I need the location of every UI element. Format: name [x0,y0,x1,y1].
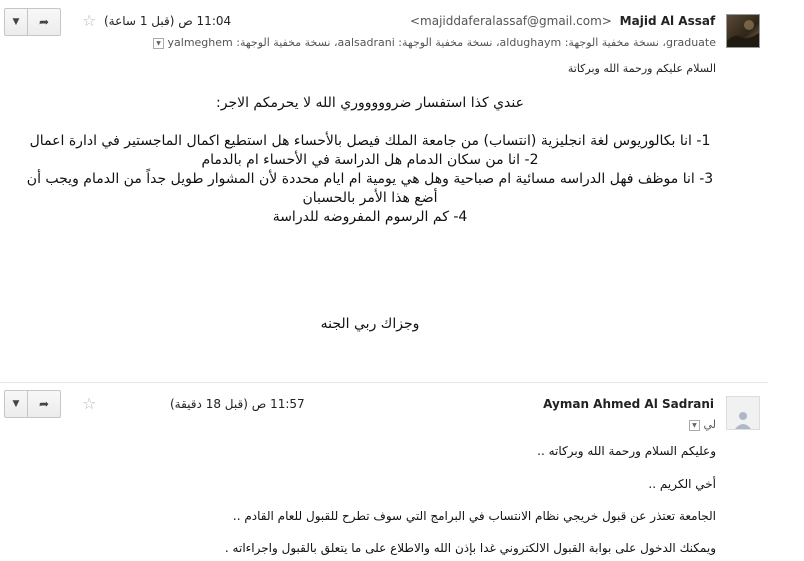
sender-email: <majiddaferalassaf@gmail.com> [410,14,612,28]
body-line: أضع هذا الأمر بالحسبان [302,190,438,206]
message1-body [20,94,720,227]
message2-relative-time: ص (قبل 18 دقيقة) [170,397,267,411]
recipients-text: graduate، نسخة مخفية الوجهة: aldughaym، نسخة مخفية الوجهة: aalsadrani، نسخة مخفية الوجهة: yalmeghem [167,36,716,49]
reply-line: الجامعة تعتذر عن قبول خريجي نظام الانتساب في البرامج التي سوف تطرح للقبول للعام القادم .. [232,509,716,523]
message-divider [0,382,768,383]
recipients-dropdown-icon[interactable]: ▼ [689,420,700,431]
message1-closing: وجزاك ربي الجنه [320,316,420,332]
star-icon[interactable]: ☆ [82,11,97,30]
message1-time [104,14,231,28]
message1-sender[interactable] [410,14,715,28]
sender-avatar [726,14,760,48]
more-options-dropdown-icon[interactable]: ▼ [5,9,28,35]
reply-line: وعليكم السلام ورحمة الله وبركاته .. [537,444,716,458]
message1-greeting: السلام عليكم ورحمة الله وبركاتة [567,62,716,75]
reply-line: أخي الكريم .. [648,477,716,491]
recipients-dropdown-icon[interactable]: ▼ [153,38,164,49]
default-avatar-icon [726,396,760,430]
body-line-blank [20,113,720,132]
message1-relative-time: ص (قبل 1 ساعة) [104,14,193,28]
message2-sender-name[interactable]: Ayman Ahmed Al Sadrani [543,397,714,411]
star-icon[interactable]: ☆ [82,394,97,413]
reply-button[interactable]: ➦ [38,397,50,411]
sender-name: Majid Al Assaf [619,14,716,28]
message2-actions [4,390,61,418]
reply-line: ويمكنك الدخول على بوابة القبول الالكتروني غدا بإذن الله والاطلاع على ما يتعلق بالقبول واجراءاته . [224,541,716,555]
to-me-label: لي [703,418,716,431]
body-line: 3- انا موظف فهل الدراسه مسائية ام صباحية وهل هي يومية ام ايام محددة لأن المشوار طويل جداً من الدمام ويجب أن [26,171,714,187]
message1-time-value: 11:04 [196,14,232,28]
message1-recipients [146,36,716,49]
message2-time-value: 11:57 [270,397,305,411]
body-line: 2- انا من سكان الدمام هل الدراسة في الأحساء ام بالدمام [201,152,539,168]
message1-actions [4,8,61,36]
more-options-dropdown-icon[interactable]: ▼ [5,391,28,417]
body-line: 4- كم الرسوم المفروضه للدراسة [272,209,468,225]
message2-to [689,418,716,431]
body-line: عندي كذا استفسار ضروووووري الله لا يحرمكم الاجر: [216,95,524,111]
reply-button[interactable]: ➦ [38,15,50,29]
message2-time [170,397,305,411]
body-line: 1- انا بكالوريوس لغة انجليزية (انتساب) من جامعة الملك فيصل بالأحساء هل استطيع اكمال الماجستير في ادارة اعمال [29,133,711,149]
